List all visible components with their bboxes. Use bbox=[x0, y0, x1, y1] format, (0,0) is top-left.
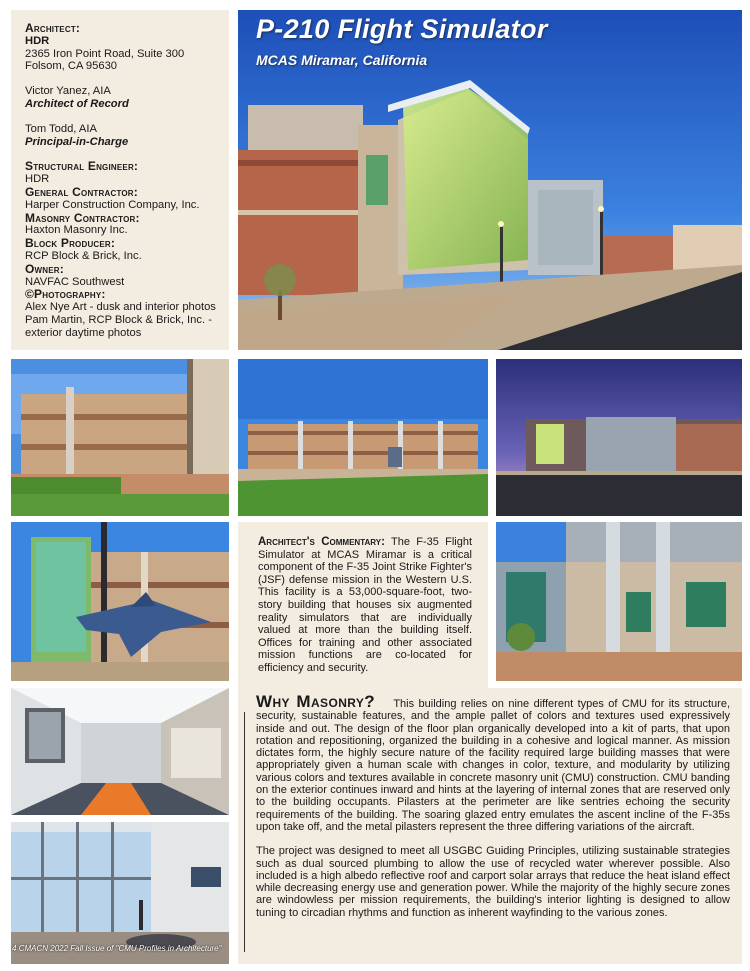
jet-sculpture-photo bbox=[11, 522, 229, 681]
architect-address-line1: 2365 Iron Point Road, Suite 300 bbox=[25, 47, 185, 60]
block-producer-label: Block Producer: bbox=[25, 236, 116, 251]
dusk-exterior-photo bbox=[496, 359, 742, 516]
person2-role: Principal-in-Charge bbox=[25, 135, 129, 148]
owner-value: NAVFAC Southwest bbox=[25, 275, 125, 288]
structural-label: Structural Engineer: bbox=[25, 159, 139, 174]
masonry-contractor-label: Masonry Contractor: bbox=[25, 210, 140, 225]
interior-lobby-photo bbox=[11, 822, 229, 964]
facade-detail-photo bbox=[496, 522, 742, 681]
architect-firm: HDR bbox=[25, 34, 50, 47]
section-divider bbox=[244, 712, 245, 952]
commentary-label: Architect's Commentary: bbox=[258, 536, 385, 548]
owner-label: Owner: bbox=[25, 261, 64, 276]
photography-label: ©Photography: bbox=[25, 287, 106, 302]
masonry-contractor-value: Haxton Masonry Inc. bbox=[25, 224, 128, 237]
photography-line2: Pam Martin, RCP Block & Brick, Inc. - bbox=[25, 313, 212, 326]
page-title: P-210 Flight Simulator bbox=[256, 14, 548, 44]
interior-corridor-photo bbox=[11, 688, 229, 815]
photography-line1: Alex Nye Art - dusk and interior photos bbox=[25, 301, 216, 314]
gc-label: General Contractor: bbox=[25, 184, 138, 199]
page-subtitle: MCAS Miramar, California bbox=[256, 52, 428, 68]
why-masonry-paragraph1: This building relies on nine different types of CMU for its structure, security, sustainable features, and the ample pallet of colors and textures used expressively inside and out. The design of the floor plan organically developed into a kit of parts, that upon rotation and repositioning, organized the building in a cohesive and logical manner. As mission dictates form, the highly secure nature of the facility required large building masses that were appropriately given a human scale with changes in color, texture, and modularity by utilizing various colors and textures available in concrete masonry unit (CMU) construction. CMU banding on the exterior continues inward and hints at the layering of internal zones that are reserved only to the building occupants. Pilasters at the perimeter are like sentries echoing the security requirements of the building. The soaring glazed entry emulates the ascent incline of the F-35s upon take off, and the metal pilasters represent the three differing variations of the aircraft. bbox=[256, 698, 730, 833]
architect-address-line2: Folsom, CA 95630 bbox=[25, 60, 118, 73]
why-masonry-paragraph2: The project was designed to meet all USGBC Guiding Principles, utilizing sustainable strategies such as dual sourced plumbing to allow the use of recycled water wherever possible. Also included is a high albedo reflective roof and carport solar arrays that reduce the heat island effect while decreasing energy use and generation power. While the majority of the highly secure zones are windowless per mission requirements, the building's interior lighting is designed to allow tuning to circadian rhythms and function as inherent wayfinding to the various zones. bbox=[256, 845, 730, 919]
structural-value: HDR bbox=[25, 173, 50, 186]
page-footer bbox=[12, 944, 221, 953]
page-number: 4 bbox=[12, 944, 17, 953]
person1-name: Victor Yanez, AIA bbox=[25, 85, 111, 98]
architect-label: Architect: bbox=[25, 21, 81, 35]
credits-box bbox=[11, 10, 229, 350]
exterior-pilasters-photo bbox=[11, 359, 229, 516]
gc-value: Harper Construction Company, Inc. bbox=[25, 198, 200, 211]
person1-role: Architect of Record bbox=[25, 97, 129, 110]
footer-text: CMACN 2022 Fall Issue of "CMU Profiles in Architecture" bbox=[18, 944, 222, 953]
block-producer-value: RCP Block & Brick, Inc. bbox=[25, 249, 142, 262]
person2-name: Tom Todd, AIA bbox=[25, 122, 97, 135]
why-masonry-heading: Why Masonry? bbox=[256, 692, 376, 711]
photography-line3: exterior daytime photos bbox=[25, 326, 142, 339]
why-masonry-section bbox=[238, 688, 742, 964]
architect-commentary bbox=[238, 522, 488, 688]
commentary-text: The F-35 Flight Simulator at MCAS Miramar is a critical component of the F-35 Joint Strike Fighter's (JSF) defense mission in the Western U.S. This facility is a 53,000-square-foot, two-story building that houses six augmented reality simulators that are individually valued at more than the building itself. Offices for training and other associated mission functions are co-located for efficiency and security. bbox=[258, 536, 473, 674]
exterior-wide-photo bbox=[238, 359, 488, 516]
